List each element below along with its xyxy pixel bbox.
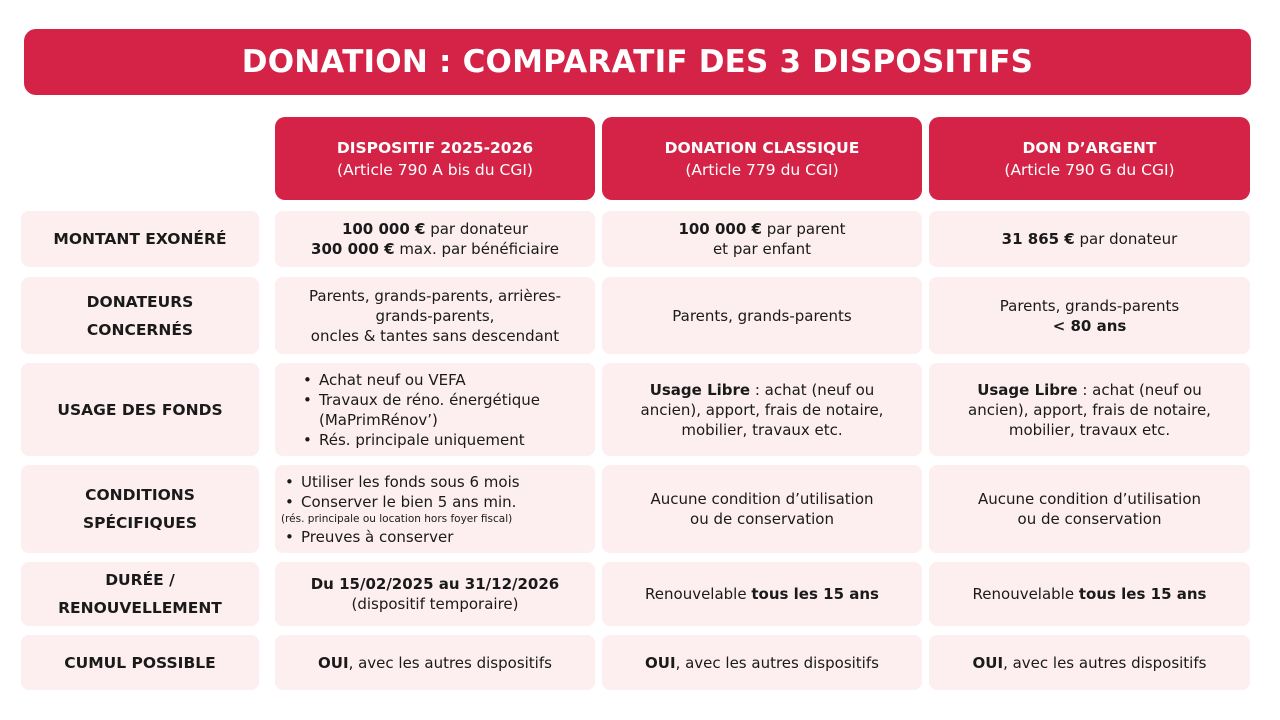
usage-libre-text: Usage Libre [977,380,1078,399]
oui-text: OUI [972,653,1004,672]
cell-duree-dispositif-2025 [275,562,595,626]
cell-cumul-dispositif-2025 [275,635,595,690]
text: : achat (neuf ou [1077,380,1202,399]
text: Renouvelable [972,585,1079,603]
column-title: DISPOSITIF 2025-2026 [336,138,534,157]
amount-text: 100 000 € [678,220,762,238]
title-banner [24,29,1251,95]
cell-donateurs-don-d-argent [929,277,1250,354]
column-title: DON D’ARGENT [1022,138,1157,157]
text: oncles & tantes sans descendant [310,326,560,345]
usage-libre-text: Usage Libre [649,380,751,399]
list-item: • Travaux de réno. énergétique (MaPrimRénov’) [299,390,595,430]
cell-montant-donation-classique [602,211,922,267]
oui-text: OUI [645,653,676,672]
cell-usage-don-d-argent [929,363,1250,456]
list-item: • Utiliser les fonds sous 6 mois [281,472,520,492]
list-item: • Rés. principale uniquement [299,430,595,450]
text: par donateur [1074,230,1178,248]
cell-montant-don-d-argent [929,211,1250,267]
list-item: • Conserver le bien 5 ans min. [281,492,520,512]
text: Aucune condition d’utilisation [977,490,1202,508]
column-header-don-d-argent [929,117,1250,200]
text: , avec les autres dispositifs [348,653,552,672]
row-label-conditions-specifiques: CONDITIONS SPÉCIFIQUES [21,465,259,553]
text: ancien), apport, frais de notaire, [968,400,1211,419]
cell-cumul-don-d-argent [929,635,1250,690]
text: (dispositif temporaire) [351,595,519,613]
cell-donateurs-donation-classique [602,277,922,354]
column-header-donation-classique [602,117,922,200]
amount-text: 100 000 € [341,220,426,238]
row-label-donateurs-concernes: DONATEURS CONCERNÉS [21,277,259,354]
text: , avec les autres dispositifs [675,653,879,672]
oui-text: OUI [318,653,349,672]
text: max. par bénéficiaire [394,240,559,258]
cell-donateurs-dispositif-2025 [275,277,595,354]
column-subtitle: (Article 790 G du CGI) [1004,160,1175,179]
text: par donateur [425,220,529,238]
cell-conditions-donation-classique [602,465,922,553]
cell-usage-donation-classique [602,363,922,456]
amount-text: 300 000 € [311,240,395,258]
text: ancien), apport, frais de notaire, [640,400,884,419]
row-label-duree-renouvellement: DURÉE / RENOUVELLEMENT [21,562,259,626]
period-text: tous les 15 ans [1078,585,1207,603]
cell-duree-donation-classique [602,562,922,626]
usage-list [285,370,595,450]
text: et par enfant [712,240,812,258]
text: Parents, grands-parents [672,306,852,325]
cell-conditions-dispositif-2025 [275,465,595,553]
list-note: (rés. principale ou location hors foyer fiscal) [281,512,513,525]
row-label-cumul-possible: CUMUL POSSIBLE [21,635,259,690]
page-title: DONATION : COMPARATIF DES 3 DISPOSITIFS [241,44,1034,80]
row-label-usage-des-fonds: USAGE DES FONDS [21,363,259,456]
column-subtitle: (Article 779 du CGI) [685,160,839,179]
text: Aucune condition d’utilisation [650,490,874,508]
cell-usage-dispositif-2025 [275,363,595,456]
column-header-dispositif-2025-2026 [275,117,595,200]
text: Parents, grands-parents, arrières- [309,286,561,305]
cell-conditions-don-d-argent [929,465,1250,553]
text: Parents, grands-parents [999,296,1180,315]
list-item: • Preuves à conserver [281,527,520,547]
cell-cumul-donation-classique [602,635,922,690]
text: par parent [761,220,846,238]
text: mobilier, travaux etc. [1008,420,1171,439]
date-range-text: Du 15/02/2025 au 31/12/2026 [310,575,560,593]
list-item: • Achat neuf ou VEFA [299,370,595,390]
text: : achat (neuf ou [750,380,875,399]
text: mobilier, travaux etc. [681,420,843,439]
column-subtitle: (Article 790 A bis du CGI) [337,160,533,179]
row-label-montant-exonere: MONTANT EXONÉRÉ [21,211,259,267]
period-text: tous les 15 ans [751,585,879,603]
amount-text: 31 865 € [1001,230,1075,248]
text: , avec les autres dispositifs [1003,653,1207,672]
conditions-list [275,472,520,547]
age-limit-text: < 80 ans [1052,316,1127,335]
text: ou de conservation [1017,510,1162,528]
column-title: DONATION CLASSIQUE [664,138,860,157]
text: Renouvelable [645,585,752,603]
text: grands-parents, [375,306,495,325]
cell-montant-dispositif-2025 [275,211,595,267]
cell-duree-don-d-argent [929,562,1250,626]
text: ou de conservation [690,510,834,528]
